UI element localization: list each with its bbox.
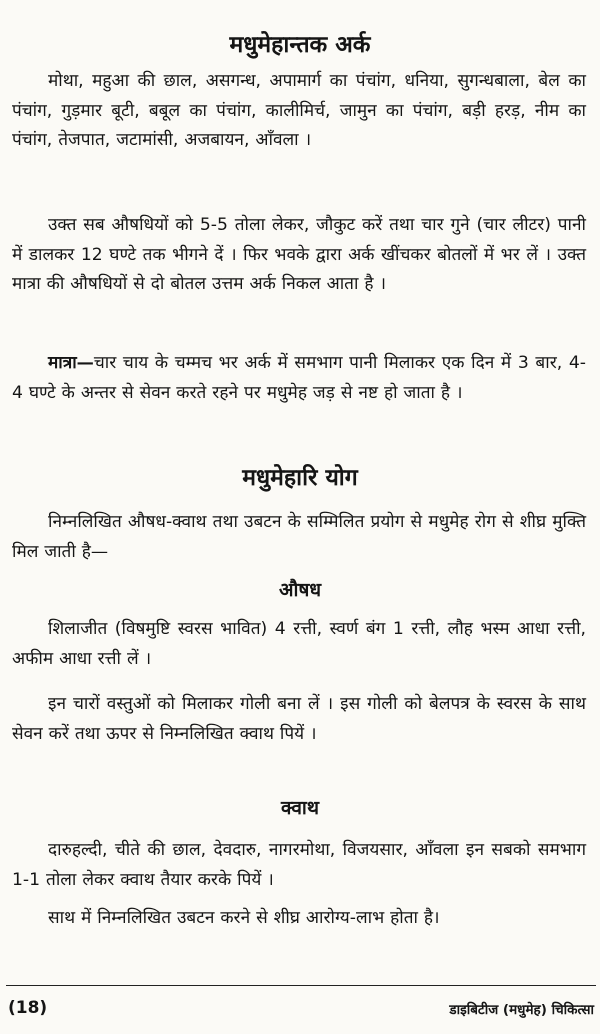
footer-divider [6,985,596,986]
dose-label: मात्रा— [48,353,94,373]
medicine-ingredients-paragraph: शिलाजीत (विषमुष्टि स्वरस भावित) 4 रत्ती, स्वर्ण बंग 1 रत्ती, लौह भस्म आधा रत्ती, अफीम आधा रत्ती लें । [12,619,586,669]
subheading-aushadh: औषध [278,579,322,601]
running-footer-title: डाइबिटीज (मधुमेह) चिकित्सा [449,1002,594,1018]
intro-paragraph: निम्नलिखित औषध-क्वाथ तथा उबटन के सम्मिलित प्रयोग से मधुमेह रोग से शीघ्र मुक्ति मिल जाती है— [12,512,586,562]
ingredients-paragraph: मोथा, महुआ की छाल, असगन्ध, अपामार्ग का पंचांग, धनिया, सुगन्धबाला, बेल का पंचांग, गुड़मार बूटी, बबूल का पंचांग, कालीमिर्च, जामुन का पंचांग, बड़ी हरड़, नीम का पंचांग, तेजपात, जटामांसी, अजबायन, आँवला । [12,71,586,151]
page-number: (18) [8,998,48,1018]
subheading-kvath: क्वाथ [281,797,319,819]
section-heading-madhumehari-yog: मधुमेहारि योग [242,465,358,491]
decoction-paragraph: दारुहल्दी, चीते की छाल, देवदारु, नागरमोथा, विजयसार, आँवला इन सबको समभाग 1-1 तोला लेकर क्वाथ तैयार करके पियें । [12,840,586,890]
method-paragraph: उक्त सब औषधियों को 5-5 तोला लेकर, जौकुट करें तथा चार गुने (चार लीटर) पानी में डालकर 12 घण्टे तक भीगने दें । फिर भवके द्वारा अर्क खींचकर बोतलों में भर लें । उक्त मात्रा की औषधियों से दो बोतल उत्तम अर्क निकल आता है । [12,215,586,295]
paste-paragraph: साथ में निम्नलिखित उबटन करने से शीघ्र आरोग्य-लाभ होता है। [48,908,440,928]
medicine-method-paragraph: इन चारों वस्तुओं को मिलाकर गोली बना लें । इस गोली को बेलपत्र के स्वरस के साथ सेवन करें तथा ऊपर से निम्नलिखित क्वाथ पियें । [12,694,586,744]
dose-paragraph [12,349,586,408]
dose-text: चार चाय के चम्मच भर अर्क में समभाग पानी मिलाकर एक दिन में 3 बार, 4-4 घण्टे के अन्तर से सेवन करते रहने पर मधुमेह जड़ से नष्ट हो जाता है । [12,353,586,403]
section-heading-madhumehantak-ark: मधुमेहान्तक अर्क [229,32,371,58]
